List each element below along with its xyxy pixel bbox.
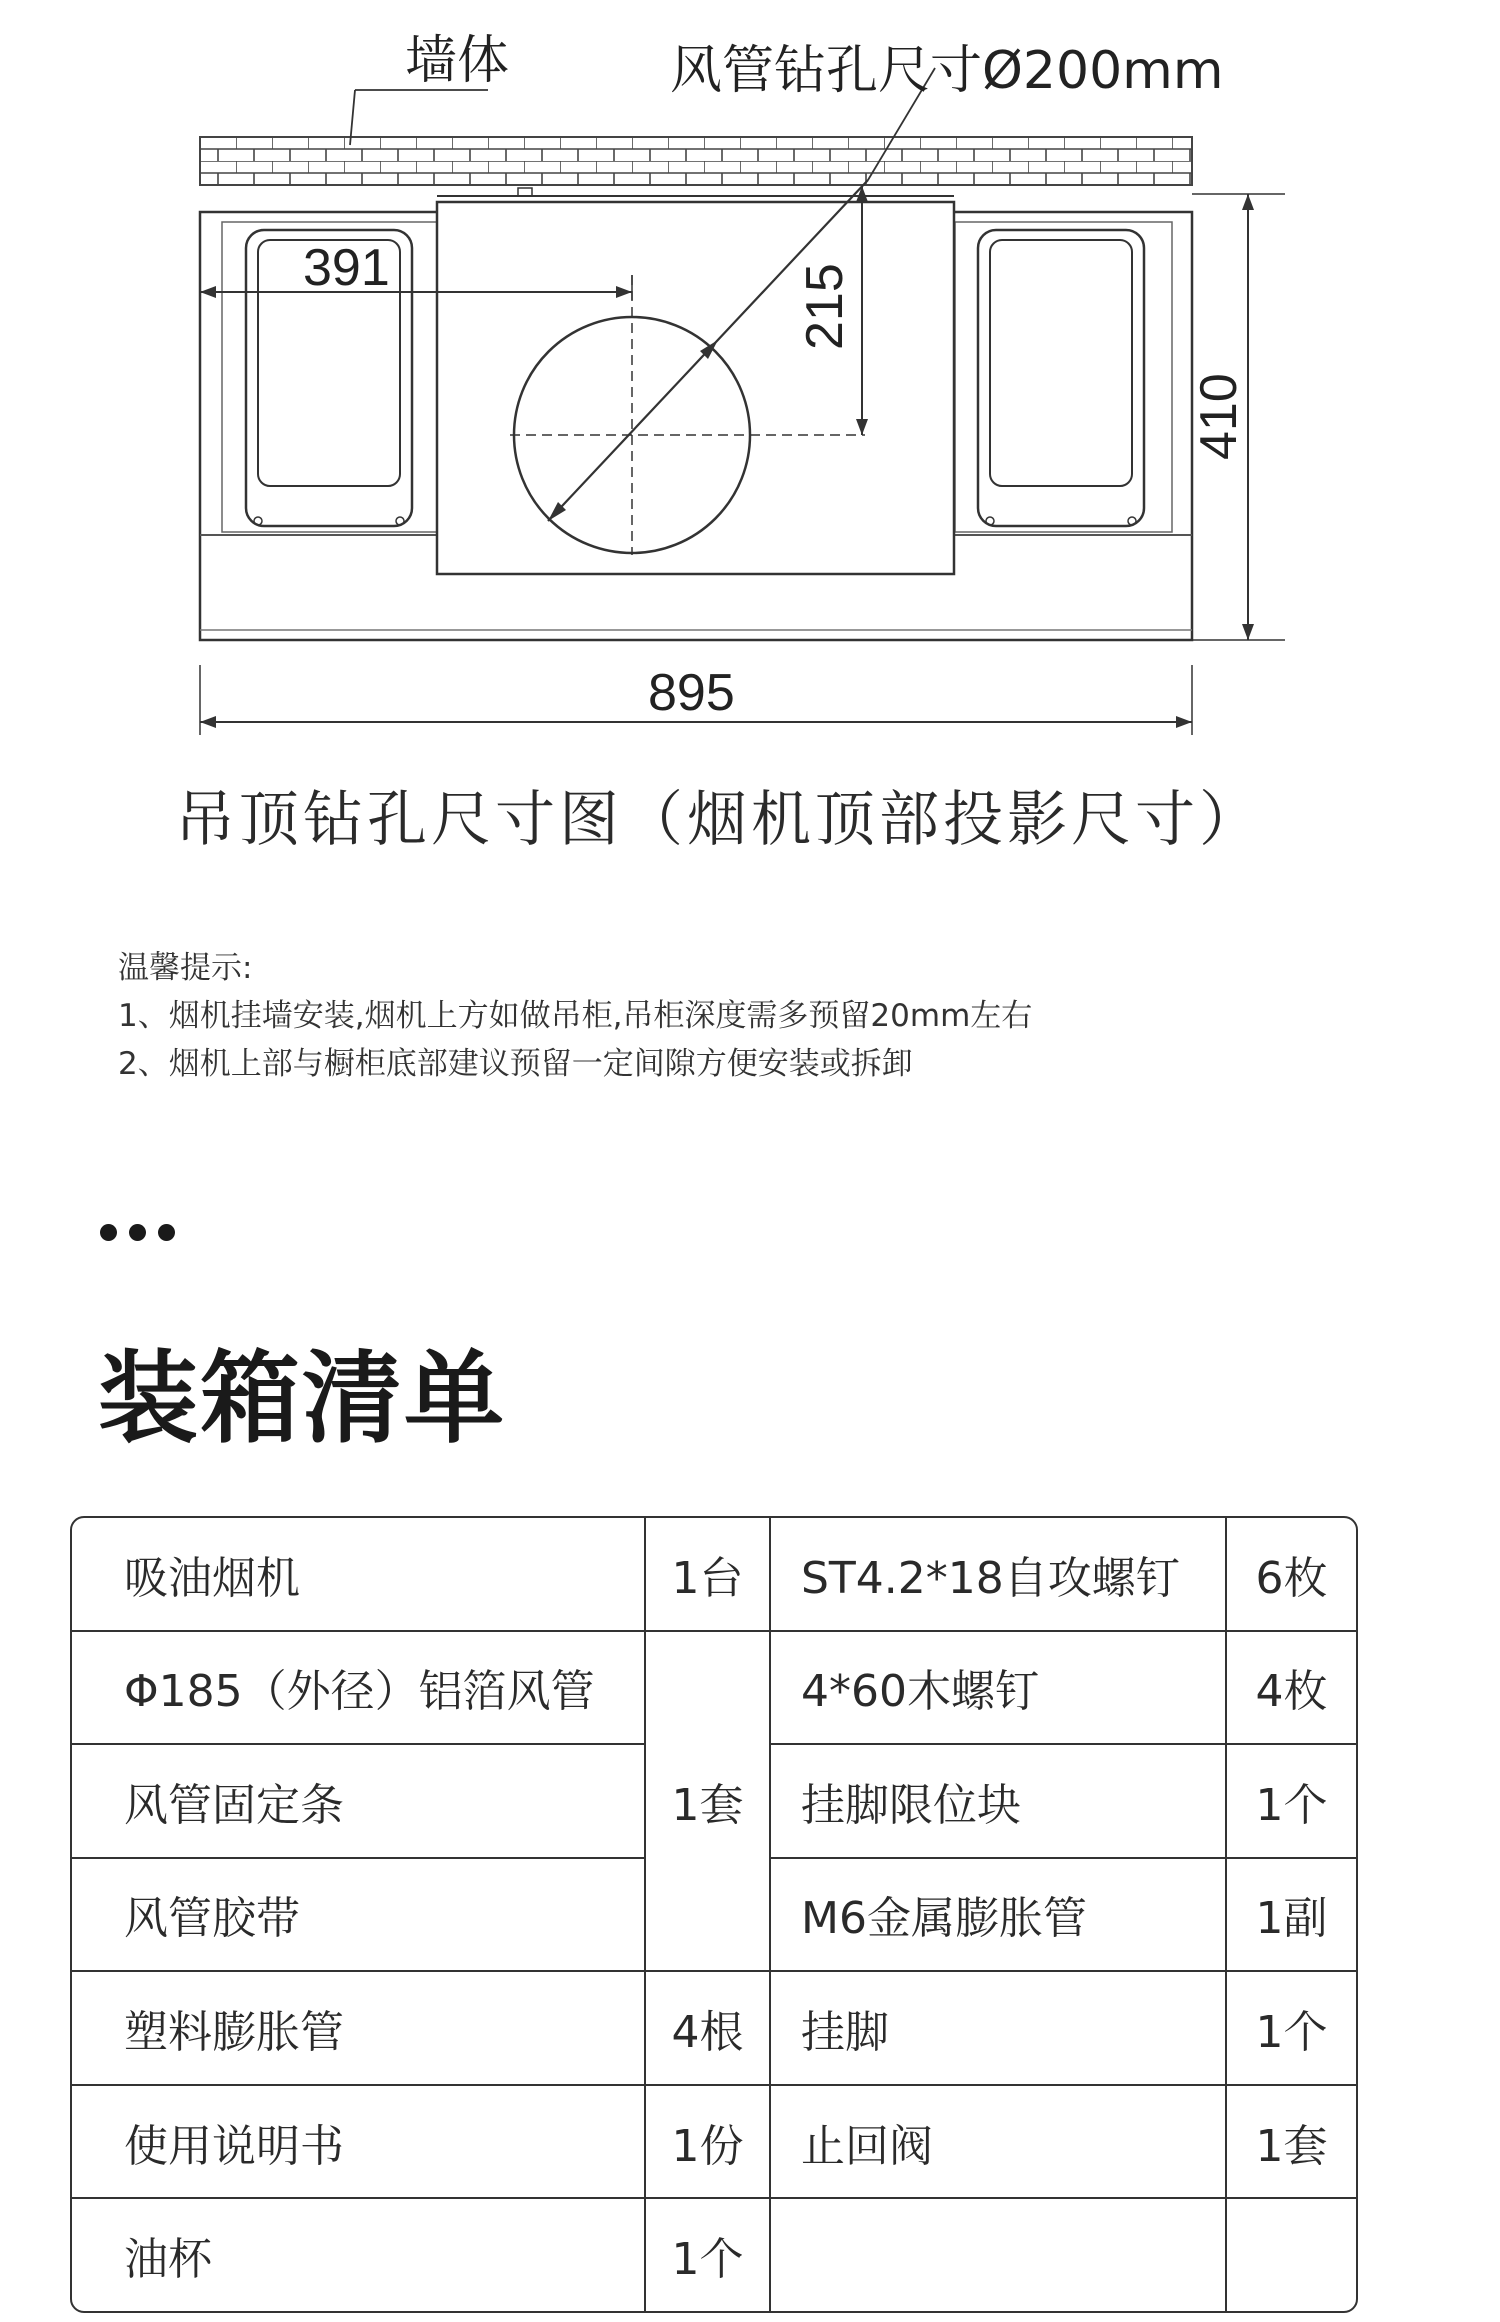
- left-item-name: 风管胶带: [72, 1859, 646, 1973]
- tips-title: 温馨提示:: [118, 950, 253, 986]
- tip-item: 1、烟机挂墙安装,烟机上方如做吊柜,吊柜深度需多预留20mm左右: [118, 998, 1033, 1034]
- ceiling-drilling-diagram: [0, 0, 1500, 760]
- tip-item: 2、烟机上部与橱柜底部建议预留一定间隙方便安装或拆卸: [118, 1046, 913, 1082]
- table-row: [72, 2199, 1356, 2311]
- right-item-qty: 1套: [1227, 2086, 1356, 2200]
- hood-center-box: [437, 202, 954, 574]
- right-item-qty: 1个: [1227, 1745, 1356, 1859]
- dimension-410: 410: [1190, 373, 1248, 460]
- right-item-name: 4*60木螺钉: [771, 1632, 1227, 1746]
- right-item-qty: 1个: [1227, 1972, 1356, 2086]
- right-item-qty: 1副: [1227, 1859, 1356, 1973]
- left-item-name: 塑料膨胀管: [72, 1972, 646, 2086]
- right-item-name: 挂脚: [771, 1972, 1227, 2086]
- tips-block: [118, 944, 1032, 1088]
- dimension-391: 391: [303, 239, 390, 297]
- right-item-name: 止回阀: [771, 2086, 1227, 2200]
- dimension-215: 215: [796, 263, 854, 350]
- right-item-name: ST4.2*18自攻螺钉: [771, 1518, 1227, 1632]
- section-dots-icon: [100, 1224, 187, 1245]
- right-item-qty: [1227, 2199, 1356, 2311]
- wall-bricks: [200, 137, 1192, 185]
- left-item-name: 使用说明书: [72, 2086, 646, 2200]
- right-item-qty: 6枚: [1227, 1518, 1356, 1632]
- wall-label: 墙体: [405, 31, 510, 91]
- section-title: 装箱清单: [98, 1340, 506, 1457]
- left-item-qty: 1台: [646, 1518, 771, 1632]
- table-row: [72, 1632, 1356, 1746]
- left-item-qty: 1个: [646, 2199, 771, 2311]
- left-item-name: 油杯: [72, 2199, 646, 2311]
- diagram-caption: 吊顶钻孔尺寸图（烟机顶部投影尺寸）: [175, 785, 1263, 855]
- left-item-name: 风管固定条: [72, 1745, 646, 1859]
- right-item-qty: 4枚: [1227, 1632, 1356, 1746]
- table-row: [72, 1972, 1356, 2086]
- left-item-qty: 4根: [646, 1972, 771, 2086]
- table-row: [72, 2086, 1356, 2200]
- right-item-name: M6金属膨胀管: [771, 1859, 1227, 1973]
- left-item-name: Φ185（外径）铝箔风管: [72, 1632, 646, 1746]
- left-item-qty: 1套: [646, 1632, 771, 1973]
- left-item-name: 吸油烟机: [72, 1518, 646, 1632]
- left-item-qty: 1份: [646, 2086, 771, 2200]
- right-item-name: [771, 2199, 1227, 2311]
- table-row: [72, 1518, 1356, 1632]
- packing-list-table: [70, 1516, 1358, 2313]
- right-item-name: 挂脚限位块: [771, 1745, 1227, 1859]
- dimension-895: 895: [648, 664, 735, 722]
- duct-size-label: 风管钻孔尺寸Ø200mm: [670, 41, 1224, 101]
